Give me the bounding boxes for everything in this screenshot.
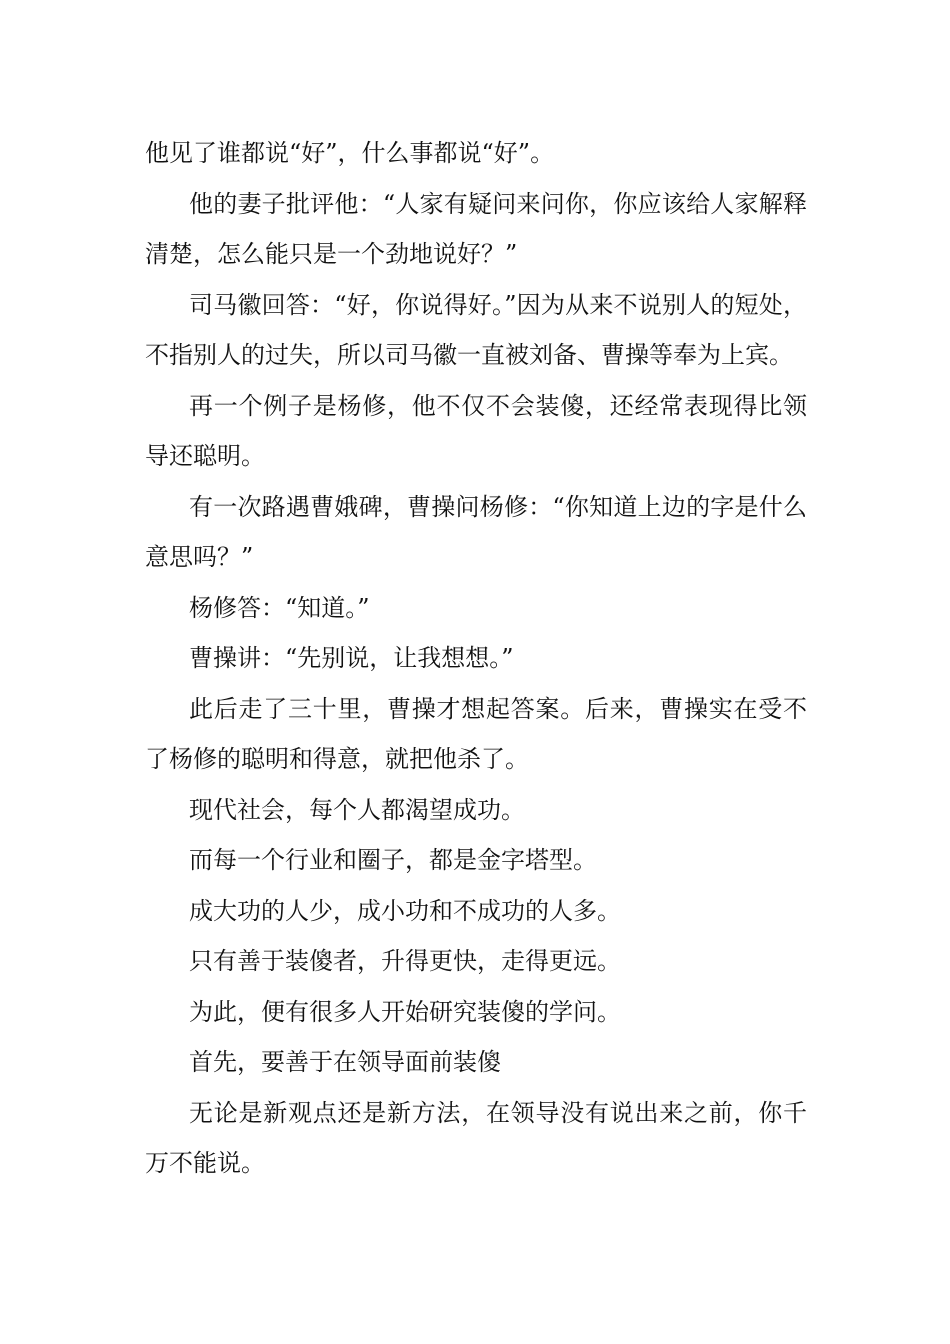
paragraph: 曹操讲：“先别说，让我想想。” (189, 644, 514, 672)
document-page (145, 0, 807, 1189)
paragraph: 再一个例子是杨修，他不仅不会装傻，还经常表现得比领导还聪明。 (145, 391, 807, 470)
paragraph: 只有善于装傻者，升得更快，走得更远。 (189, 947, 621, 975)
section-heading: 首先，要善于在领导面前装傻 (189, 1048, 501, 1076)
paragraph: 现代社会，每个人都渴望成功。 (189, 795, 525, 824)
paragraph: 司马徽回答：“好，你说得好。”因为从来不说别人的短处，不指别人的过失，所以司马徽一直被刘备、曹操等奉为上宾。 (145, 290, 807, 369)
paragraph: 他见了谁都说“好”，什么事都说“好”。 (145, 139, 555, 167)
paragraph: 而每一个行业和圈子，都是金字塔型。 (189, 846, 597, 874)
document-body (145, 0, 807, 1189)
paragraph: 无论是新观点还是新方法，在领导没有说出来之前，你千万不能说。 (145, 1098, 807, 1177)
paragraph: 成大功的人少，成小功和不成功的人多。 (189, 896, 621, 925)
paragraph: 他的妻子批评他：“人家有疑问来问你，你应该给人家解释清楚，怎么能只是一个劲地说好？” (145, 189, 807, 268)
paragraph: 为此，便有很多人开始研究装傻的学问。 (189, 997, 621, 1026)
paragraph: 杨修答：“知道。” (189, 593, 370, 622)
paragraph: 此后走了三十里，曹操才想起答案。后来，曹操实在受不了杨修的聪明和得意，就把他杀了。 (145, 694, 807, 773)
paragraph: 有一次路遇曹娥碑，曹操问杨修：“你知道上边的字是什么意思吗？” (145, 492, 807, 571)
